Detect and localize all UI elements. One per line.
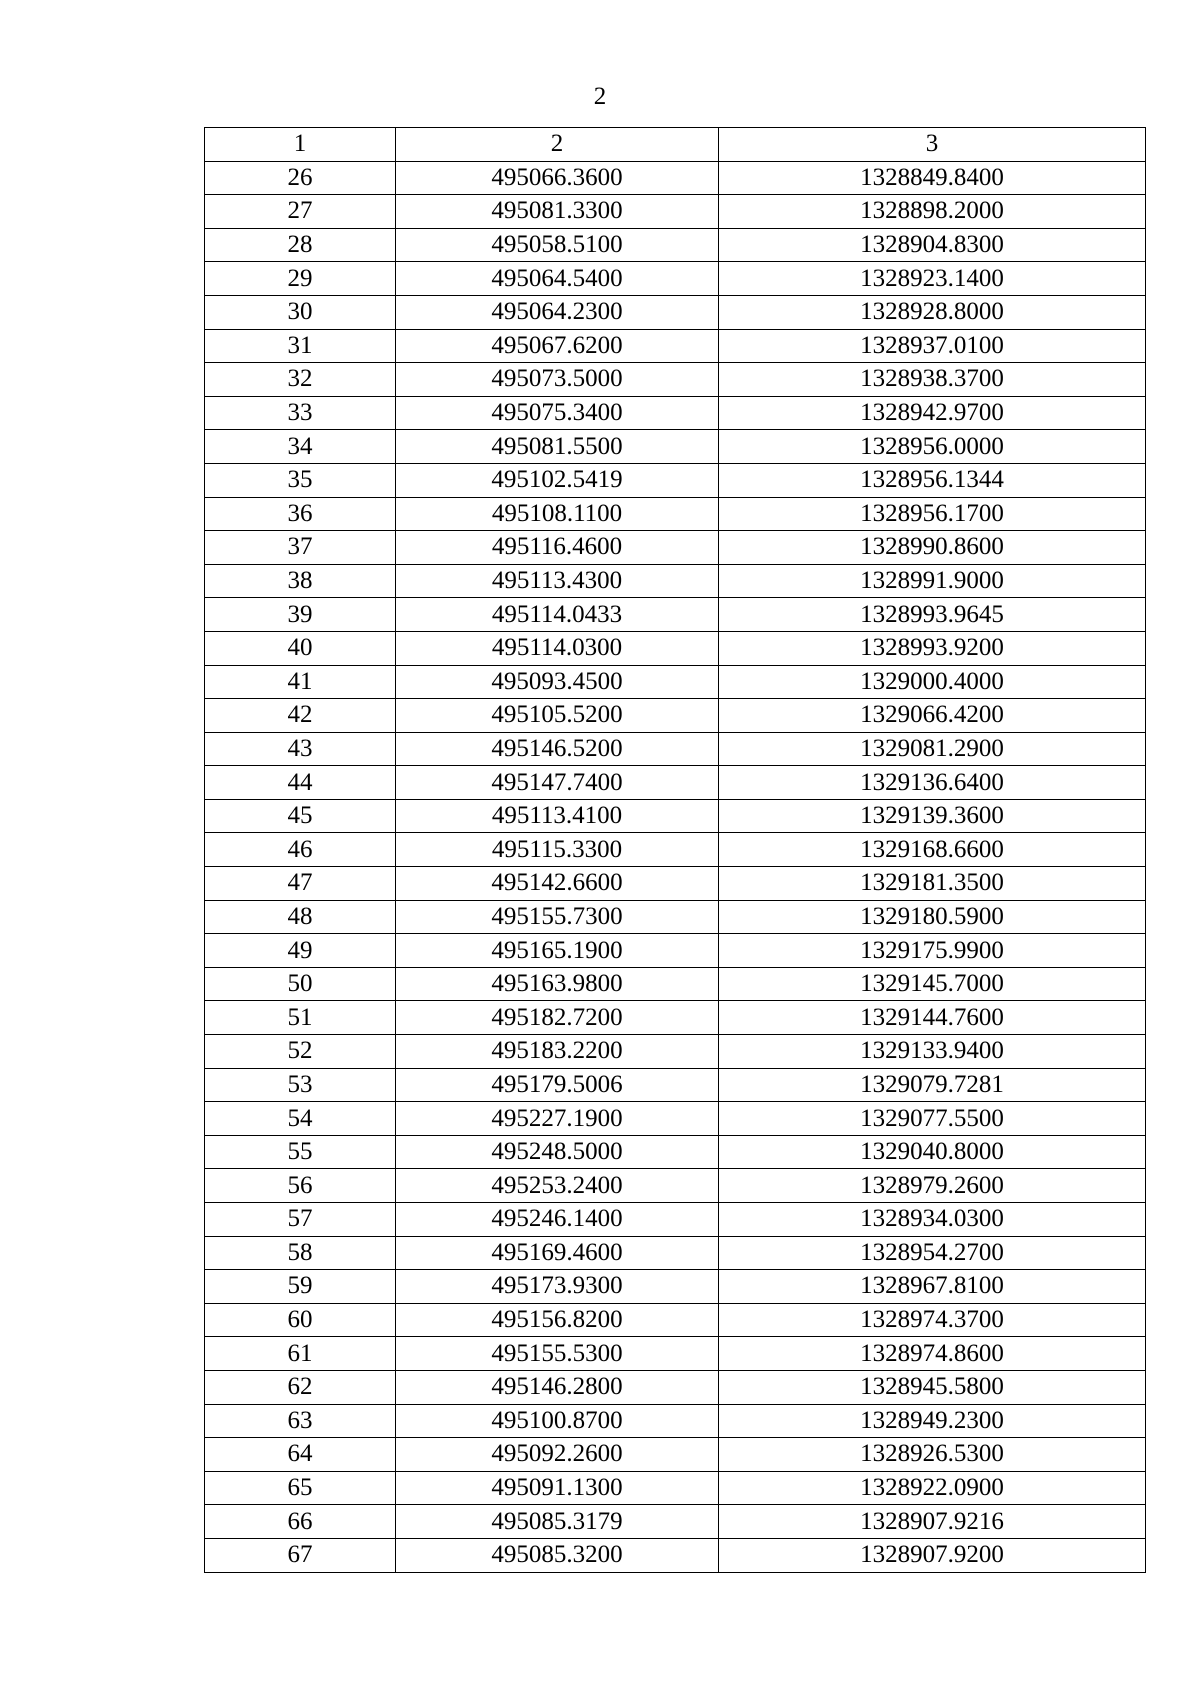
table-row xyxy=(205,1270,1146,1304)
table-row xyxy=(205,1438,1146,1472)
coordinate-y-cell: 1328954.2700 xyxy=(719,1236,1146,1270)
coordinate-x-cell: 495092.2600 xyxy=(396,1438,719,1472)
table-row xyxy=(205,1135,1146,1169)
coordinate-x-cell: 495075.3400 xyxy=(396,396,719,430)
coordinate-x-cell: 495064.5400 xyxy=(396,262,719,296)
coordinate-y-cell: 1328907.9200 xyxy=(719,1538,1146,1572)
coordinate-y-cell: 1328949.2300 xyxy=(719,1404,1146,1438)
coordinate-x-cell: 495227.1900 xyxy=(396,1102,719,1136)
coordinate-x-cell: 495081.5500 xyxy=(396,430,719,464)
header-cell-2: 2 xyxy=(396,128,719,162)
coordinate-x-cell: 495081.3300 xyxy=(396,195,719,229)
header-cell-3: 3 xyxy=(719,128,1146,162)
point-number-cell: 59 xyxy=(205,1270,396,1304)
coordinates-table xyxy=(204,127,1146,1573)
table-row xyxy=(205,1236,1146,1270)
table-row xyxy=(205,1303,1146,1337)
coordinate-x-cell: 495100.8700 xyxy=(396,1404,719,1438)
table-row xyxy=(205,1169,1146,1203)
table-row xyxy=(205,867,1146,901)
coordinate-y-cell: 1328849.8400 xyxy=(719,161,1146,195)
table-row xyxy=(205,195,1146,229)
coordinate-x-cell: 495058.5100 xyxy=(396,228,719,262)
point-number-cell: 65 xyxy=(205,1471,396,1505)
table-row xyxy=(205,967,1146,1001)
table-row xyxy=(205,564,1146,598)
coordinate-y-cell: 1329168.6600 xyxy=(719,833,1146,867)
coordinate-x-cell: 495156.8200 xyxy=(396,1303,719,1337)
point-number-cell: 66 xyxy=(205,1505,396,1539)
point-number-cell: 36 xyxy=(205,497,396,531)
coordinate-y-cell: 1329139.3600 xyxy=(719,799,1146,833)
coordinate-y-cell: 1328922.0900 xyxy=(719,1471,1146,1505)
point-number-cell: 61 xyxy=(205,1337,396,1371)
coordinate-y-cell: 1328974.3700 xyxy=(719,1303,1146,1337)
table-body xyxy=(205,161,1146,1572)
point-number-cell: 38 xyxy=(205,564,396,598)
table-row xyxy=(205,1035,1146,1069)
coordinate-x-cell: 495085.3179 xyxy=(396,1505,719,1539)
table-row xyxy=(205,363,1146,397)
point-number-cell: 29 xyxy=(205,262,396,296)
point-number-cell: 51 xyxy=(205,1001,396,1035)
coordinate-x-cell: 495067.6200 xyxy=(396,329,719,363)
coordinate-y-cell: 1329175.9900 xyxy=(719,934,1146,968)
table-row xyxy=(205,531,1146,565)
table-row xyxy=(205,1370,1146,1404)
coordinate-y-cell: 1328898.2000 xyxy=(719,195,1146,229)
point-number-cell: 60 xyxy=(205,1303,396,1337)
table-row xyxy=(205,1337,1146,1371)
table-row xyxy=(205,1203,1146,1237)
table-row xyxy=(205,463,1146,497)
coordinate-x-cell: 495163.9800 xyxy=(396,967,719,1001)
header-cell-1: 1 xyxy=(205,128,396,162)
coordinate-x-cell: 495253.2400 xyxy=(396,1169,719,1203)
table-row xyxy=(205,161,1146,195)
point-number-cell: 52 xyxy=(205,1035,396,1069)
coordinate-y-cell: 1329066.4200 xyxy=(719,699,1146,733)
point-number-cell: 46 xyxy=(205,833,396,867)
coordinate-y-cell: 1328904.8300 xyxy=(719,228,1146,262)
coordinate-x-cell: 495246.1400 xyxy=(396,1203,719,1237)
coordinate-x-cell: 495064.2300 xyxy=(396,295,719,329)
coordinate-x-cell: 495173.9300 xyxy=(396,1270,719,1304)
point-number-cell: 26 xyxy=(205,161,396,195)
point-number-cell: 32 xyxy=(205,363,396,397)
table-row xyxy=(205,1471,1146,1505)
coordinate-x-cell: 495113.4100 xyxy=(396,799,719,833)
coordinate-y-cell: 1328942.9700 xyxy=(719,396,1146,430)
coordinate-y-cell: 1328990.8600 xyxy=(719,531,1146,565)
coordinate-y-cell: 1329133.9400 xyxy=(719,1035,1146,1069)
point-number-cell: 63 xyxy=(205,1404,396,1438)
coordinate-x-cell: 495085.3200 xyxy=(396,1538,719,1572)
table-row xyxy=(205,430,1146,464)
coordinate-y-cell: 1329144.7600 xyxy=(719,1001,1146,1035)
coordinate-y-cell: 1328934.0300 xyxy=(719,1203,1146,1237)
point-number-cell: 34 xyxy=(205,430,396,464)
coordinate-y-cell: 1329081.2900 xyxy=(719,732,1146,766)
coordinate-y-cell: 1328991.9000 xyxy=(719,564,1146,598)
coordinate-y-cell: 1328945.5800 xyxy=(719,1370,1146,1404)
coordinate-y-cell: 1329000.4000 xyxy=(719,665,1146,699)
coordinate-x-cell: 495155.5300 xyxy=(396,1337,719,1371)
page-number: 2 xyxy=(593,83,607,110)
table-row xyxy=(205,497,1146,531)
point-number-cell: 50 xyxy=(205,967,396,1001)
table-row xyxy=(205,766,1146,800)
coordinate-y-cell: 1329145.7000 xyxy=(719,967,1146,1001)
point-number-cell: 47 xyxy=(205,867,396,901)
point-number-cell: 35 xyxy=(205,463,396,497)
point-number-cell: 33 xyxy=(205,396,396,430)
point-number-cell: 55 xyxy=(205,1135,396,1169)
coordinate-y-cell: 1328923.1400 xyxy=(719,262,1146,296)
coordinate-x-cell: 495169.4600 xyxy=(396,1236,719,1270)
coordinate-y-cell: 1328928.8000 xyxy=(719,295,1146,329)
coordinate-y-cell: 1328974.8600 xyxy=(719,1337,1146,1371)
table-row xyxy=(205,1538,1146,1572)
point-number-cell: 67 xyxy=(205,1538,396,1572)
table-header xyxy=(205,128,1146,162)
coordinate-x-cell: 495073.5000 xyxy=(396,363,719,397)
coordinate-y-cell: 1329040.8000 xyxy=(719,1135,1146,1169)
point-number-cell: 40 xyxy=(205,631,396,665)
point-number-cell: 42 xyxy=(205,699,396,733)
coordinate-x-cell: 495093.4500 xyxy=(396,665,719,699)
table-row xyxy=(205,934,1146,968)
coordinate-y-cell: 1329180.5900 xyxy=(719,900,1146,934)
point-number-cell: 57 xyxy=(205,1203,396,1237)
point-number-cell: 49 xyxy=(205,934,396,968)
point-number-cell: 48 xyxy=(205,900,396,934)
point-number-cell: 27 xyxy=(205,195,396,229)
coordinate-y-cell: 1328979.2600 xyxy=(719,1169,1146,1203)
table-row xyxy=(205,1404,1146,1438)
point-number-cell: 64 xyxy=(205,1438,396,1472)
coordinate-x-cell: 495183.2200 xyxy=(396,1035,719,1069)
point-number-cell: 56 xyxy=(205,1169,396,1203)
coordinate-y-cell: 1328938.3700 xyxy=(719,363,1146,397)
table-row xyxy=(205,799,1146,833)
coordinate-y-cell: 1328926.5300 xyxy=(719,1438,1146,1472)
coordinate-y-cell: 1329079.7281 xyxy=(719,1068,1146,1102)
table-header-row xyxy=(205,128,1146,162)
coordinate-y-cell: 1329077.5500 xyxy=(719,1102,1146,1136)
coordinate-x-cell: 495142.6600 xyxy=(396,867,719,901)
table-row xyxy=(205,699,1146,733)
coordinate-x-cell: 495147.7400 xyxy=(396,766,719,800)
coordinate-y-cell: 1328993.9200 xyxy=(719,631,1146,665)
coordinate-y-cell: 1328937.0100 xyxy=(719,329,1146,363)
coordinate-y-cell: 1329181.3500 xyxy=(719,867,1146,901)
coordinate-y-cell: 1328967.8100 xyxy=(719,1270,1146,1304)
point-number-cell: 31 xyxy=(205,329,396,363)
table-row xyxy=(205,1001,1146,1035)
coordinate-x-cell: 495146.2800 xyxy=(396,1370,719,1404)
coordinate-x-cell: 495155.7300 xyxy=(396,900,719,934)
coordinate-x-cell: 495146.5200 xyxy=(396,732,719,766)
point-number-cell: 28 xyxy=(205,228,396,262)
coordinate-y-cell: 1329136.6400 xyxy=(719,766,1146,800)
point-number-cell: 54 xyxy=(205,1102,396,1136)
coordinate-y-cell: 1328956.1700 xyxy=(719,497,1146,531)
coordinate-x-cell: 495113.4300 xyxy=(396,564,719,598)
point-number-cell: 30 xyxy=(205,295,396,329)
table-row xyxy=(205,1068,1146,1102)
table-row xyxy=(205,598,1146,632)
coordinate-y-cell: 1328956.0000 xyxy=(719,430,1146,464)
table-row xyxy=(205,665,1146,699)
coordinate-x-cell: 495179.5006 xyxy=(396,1068,719,1102)
point-number-cell: 41 xyxy=(205,665,396,699)
coordinate-x-cell: 495105.5200 xyxy=(396,699,719,733)
table-row xyxy=(205,631,1146,665)
point-number-cell: 39 xyxy=(205,598,396,632)
coordinate-x-cell: 495114.0300 xyxy=(396,631,719,665)
table-row xyxy=(205,900,1146,934)
coordinate-x-cell: 495248.5000 xyxy=(396,1135,719,1169)
coordinate-x-cell: 495091.1300 xyxy=(396,1471,719,1505)
table-row xyxy=(205,262,1146,296)
coordinate-x-cell: 495102.5419 xyxy=(396,463,719,497)
point-number-cell: 37 xyxy=(205,531,396,565)
coordinate-y-cell: 1328907.9216 xyxy=(719,1505,1146,1539)
coordinate-x-cell: 495114.0433 xyxy=(396,598,719,632)
point-number-cell: 53 xyxy=(205,1068,396,1102)
coordinate-x-cell: 495108.1100 xyxy=(396,497,719,531)
table-row xyxy=(205,329,1146,363)
coordinate-x-cell: 495066.3600 xyxy=(396,161,719,195)
table-row xyxy=(205,396,1146,430)
table-row xyxy=(205,295,1146,329)
coordinate-y-cell: 1328956.1344 xyxy=(719,463,1146,497)
coordinate-x-cell: 495165.1900 xyxy=(396,934,719,968)
table-row xyxy=(205,732,1146,766)
point-number-cell: 62 xyxy=(205,1370,396,1404)
coordinate-x-cell: 495182.7200 xyxy=(396,1001,719,1035)
coordinate-x-cell: 495116.4600 xyxy=(396,531,719,565)
table-row xyxy=(205,1505,1146,1539)
point-number-cell: 58 xyxy=(205,1236,396,1270)
coordinate-x-cell: 495115.3300 xyxy=(396,833,719,867)
point-number-cell: 44 xyxy=(205,766,396,800)
point-number-cell: 43 xyxy=(205,732,396,766)
table-row xyxy=(205,228,1146,262)
table-row xyxy=(205,833,1146,867)
coordinate-y-cell: 1328993.9645 xyxy=(719,598,1146,632)
point-number-cell: 45 xyxy=(205,799,396,833)
table-row xyxy=(205,1102,1146,1136)
